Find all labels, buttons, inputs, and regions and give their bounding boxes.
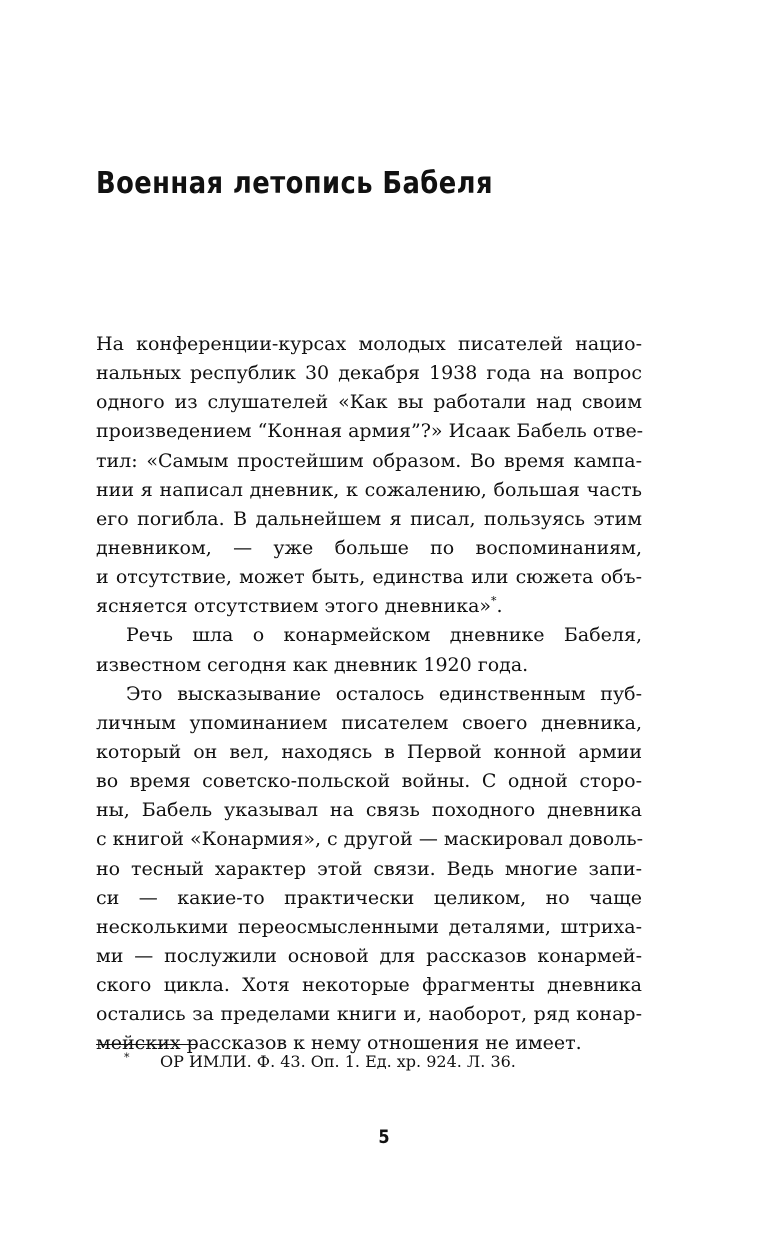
text-line-content: ясняется отсутствием этого дневника» — [96, 595, 492, 618]
text-line: си — какие-то практически целиком, но чаще — [96, 886, 642, 909]
text-line: нии я написал дневник, к сожалению, большая часть — [96, 478, 642, 501]
text-line: с книгой «Конармия», с другой — маскировал доволь- — [96, 828, 644, 851]
text-line: На конференции-курсах молодых писателей нацио- — [96, 333, 642, 355]
text-line: одного из слушателей «Как вы работали над своим — [96, 391, 642, 414]
text-line: ми — послужили основой для рассказов конармей- — [96, 944, 642, 967]
text-line: и отсутствие, может быть, единства или сюжета объ- — [96, 566, 642, 589]
body-text — [96, 330, 642, 1059]
footnote-mark: * — [124, 1051, 130, 1064]
footnote — [124, 1050, 516, 1074]
text-line: личным упоминанием писателем своего дневника, — [96, 711, 642, 734]
chapter-title: Военная летопись Бабеля — [96, 166, 494, 201]
text-line: Речь шла о конармейском дневнике Бабеля, — [126, 624, 642, 647]
text-line: мейских рассказов к нему отношения не имеет. — [96, 1032, 582, 1055]
footnote-text: ОР ИМЛИ. Ф. 43. Оп. 1. Ед. хр. 924. Л. 36. — [160, 1052, 516, 1071]
text-line: произведением “Конная армия”?» Исаак Бабель отве- — [96, 420, 644, 443]
text-line: его погибла. В дальнейшем я писал, пользуясь этим — [96, 507, 642, 530]
text-line: остались за пределами книги и, наоборот, ряд конар- — [96, 1003, 642, 1026]
page-number: 5 — [378, 1126, 390, 1148]
text-line: ны, Бабель указывал на связь походного дневника — [96, 799, 642, 822]
text-line: во время советско-польской войны. С одной сторо- — [96, 770, 642, 793]
footnote-reference: * — [491, 594, 497, 608]
text-line: нальных республик 30 декабря 1938 года на вопрос — [96, 362, 642, 385]
text-line: Это высказывание осталось единственным пуб- — [126, 682, 642, 705]
text-line: тил: «Самым простейшим образом. Во время кампа- — [96, 449, 642, 472]
text-line: который он вел, находясь в Первой конной армии — [96, 740, 642, 763]
text-line: ского цикла. Хотя некоторые фрагменты дневника — [96, 974, 642, 997]
footnote-divider — [96, 1044, 196, 1045]
text-line: известном сегодня как дневник 1920 года. — [96, 653, 529, 676]
text-line: ясняется отсутствием этого дневника»*. — [96, 594, 503, 618]
text-line: несколькими переосмысленными деталями, штриха- — [96, 915, 642, 938]
text-line: дневником, — уже больше по воспоминаниям, — [96, 536, 642, 559]
text-line: но тесный характер этой связи. Ведь многие запи- — [96, 857, 642, 880]
